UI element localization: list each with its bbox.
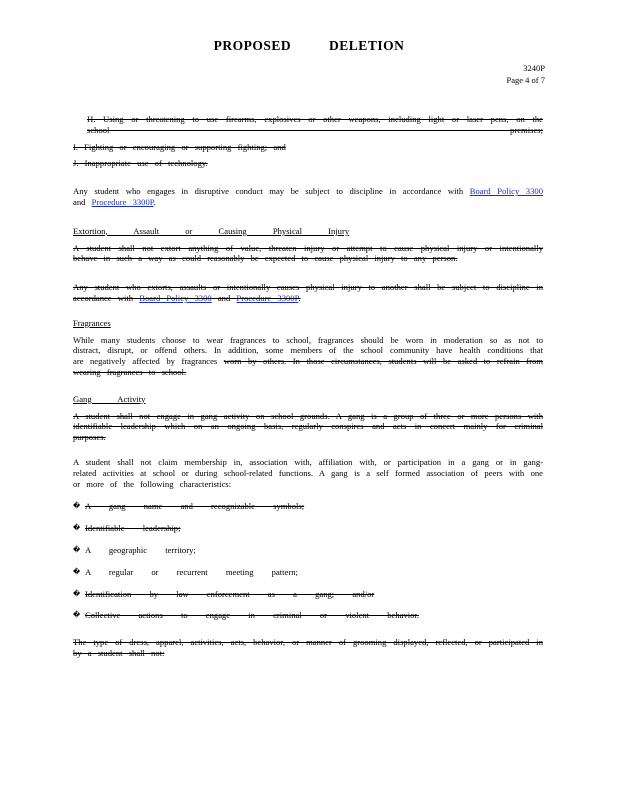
list-item bbox=[73, 567, 543, 578]
bullet-icon: � bbox=[73, 545, 81, 554]
list-item-text: A geographic territory; bbox=[85, 544, 196, 555]
discipline-text: Any student who engages in disruptive conduct may be subject to discipline in accordance with bbox=[73, 186, 464, 197]
extortion-heading: Extortion, Assault or Causing Physical Injury bbox=[73, 225, 350, 236]
list-item-text: A gang name and recognizable symbols; bbox=[85, 501, 305, 512]
gang-characteristics-list bbox=[73, 501, 543, 621]
list-item bbox=[73, 589, 543, 600]
gang-paragraph-2: A student shall not claim membership in, association with, affiliation with, or participation in a gang or in gang-related activities at school or during school-related functions. A gang is a self formed association of peers with one or more of the following characteristics: bbox=[73, 456, 543, 489]
extortion-text: Any student who extorts, assaults or intentionally causes physical injury to another shall be subject to discipline in accordance with bbox=[73, 282, 543, 303]
gang-paragraph-1: A student shall not engage in gang activity on school grounds. A gang is a group of three or more persons with identifiable leadership which on an ongoing basis, regularly conspires and acts in concert mainly for criminal purposes. bbox=[73, 410, 543, 443]
list-item-text: Identifiable leadership; bbox=[85, 523, 181, 534]
list-item bbox=[73, 545, 543, 556]
extortion-paragraph-2 bbox=[73, 282, 543, 304]
and-text: and bbox=[73, 196, 86, 207]
procedure-link[interactable]: Procedure 3300P bbox=[91, 196, 154, 207]
bullet-icon: � bbox=[73, 502, 81, 511]
discipline-paragraph bbox=[73, 186, 543, 208]
gang-heading: Gang Activity bbox=[73, 393, 146, 404]
extortion-procedure-link[interactable]: Procedure 3300P bbox=[236, 292, 299, 303]
period-text: . bbox=[153, 196, 156, 207]
page-reference bbox=[507, 62, 545, 86]
fragrances-paragraph bbox=[73, 335, 543, 378]
document-body bbox=[73, 114, 543, 672]
board-policy-link[interactable]: Board Policy 3300 bbox=[469, 186, 543, 197]
list-item bbox=[73, 501, 543, 512]
extortion-and-text: and bbox=[217, 292, 231, 303]
extortion-board-policy-link[interactable]: Board Policy 3300 bbox=[139, 292, 212, 303]
item-i: I. Fighting or encouraging or supporting fighting; and bbox=[73, 141, 286, 152]
list-item bbox=[73, 610, 543, 621]
extortion-period-text: . bbox=[298, 292, 301, 303]
extortion-paragraph-1: A student shall not extort anything of value, threaten injury or attempt to cause physical injury or intentionally behave in such a way as could reasonably be expected to cause physical injury to any person. bbox=[73, 242, 543, 264]
fragrances-struck-text: worn by others. In those circumstances, students will be asked to refrain from wearing fragrances to school. bbox=[73, 356, 543, 377]
list-item-text: Collective actions to engage in criminal or violent behavior. bbox=[85, 610, 419, 621]
list-item bbox=[73, 523, 543, 534]
bullet-icon: � bbox=[73, 524, 81, 533]
gang-paragraph-3: The type of dress, apparel, activities, acts, behavior, or manner of grooming displayed, reflected, or participated in by a student shall not: bbox=[73, 637, 543, 658]
bullet-icon: � bbox=[73, 589, 81, 598]
bullet-icon: � bbox=[73, 567, 81, 576]
list-item-text: A regular or recurrent meeting pattern; bbox=[85, 566, 298, 577]
page-title: PROPOSED DELETION bbox=[213, 38, 405, 53]
policy-code: 3240P bbox=[523, 63, 545, 73]
item-h: H. Using or threatening to use firearms, explosives or other weapons, including light or laser pens, on the school premises; bbox=[87, 114, 543, 135]
item-j: J. Inappropriate use of technology. bbox=[73, 158, 208, 169]
fragrances-heading: Fragrances bbox=[73, 317, 111, 328]
page-number: Page 4 of 7 bbox=[506, 75, 545, 85]
fragrances-text: While many students choose to wear fragrances to school, fragrances should be worn in moderation so as not to distract, disrupt, or offend others. In addition, some members of the school community have health conditions that are negatively affected by fragrances bbox=[73, 334, 543, 367]
list-item-text: Identification by law enforcement as a gang; and/or bbox=[85, 588, 375, 599]
bullet-icon: � bbox=[73, 611, 81, 620]
